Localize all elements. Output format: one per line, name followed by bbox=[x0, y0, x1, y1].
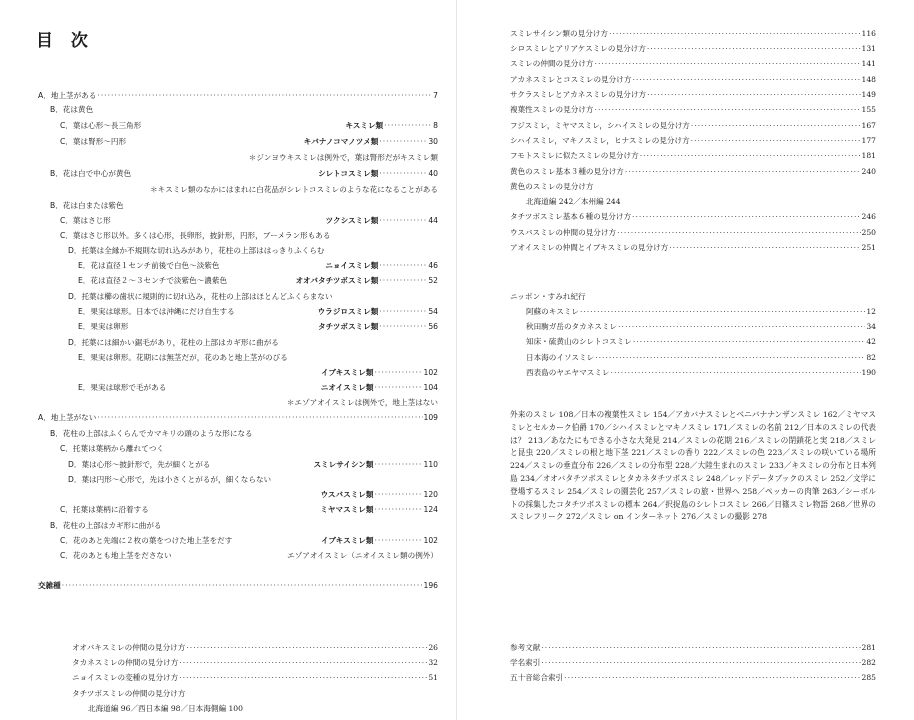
key-line-label: B．花は白で中心が黄色 bbox=[50, 169, 132, 178]
guide-entry[interactable] bbox=[510, 135, 876, 147]
travel-entry[interactable] bbox=[526, 306, 876, 318]
group-name: ミヤマスミレ類 bbox=[320, 505, 374, 514]
leader-dots bbox=[97, 412, 422, 424]
key-line[interactable] bbox=[60, 504, 438, 516]
travel-entry-label: 知床・硫黄山のシレトコスミレ bbox=[526, 337, 632, 346]
key-line-label: E．花は直径２～３センチで淡紫色～濃紫色 bbox=[78, 276, 228, 285]
page-number: 141 bbox=[861, 59, 876, 68]
leader-dots bbox=[179, 672, 427, 684]
key-line[interactable] bbox=[38, 90, 438, 102]
page-number: 155 bbox=[861, 105, 876, 114]
page-number: 109 bbox=[423, 413, 438, 422]
leader-dots bbox=[97, 90, 432, 102]
guide-entry[interactable] bbox=[510, 104, 876, 116]
leader-dots bbox=[541, 657, 860, 669]
page-number: 104 bbox=[423, 383, 438, 392]
leader-dots bbox=[375, 367, 423, 379]
group-name: ツクシスミレ類 bbox=[325, 216, 379, 225]
index-entry[interactable] bbox=[510, 672, 876, 684]
group-name: スミレサイシン類 bbox=[313, 460, 374, 469]
page-number: 42 bbox=[866, 337, 876, 346]
key-line[interactable] bbox=[38, 412, 438, 424]
page-number: 190 bbox=[861, 368, 876, 377]
group-name: キバナノコマノツメ類 bbox=[303, 137, 379, 146]
key-line-label: D．托葉は全縁か不規則な切れ込みがあり，花柱の上部ははっきりふくらむ bbox=[68, 246, 325, 255]
guide-entry-label: フモトスミレに似たスミレの見分け方 bbox=[510, 151, 639, 160]
group-name: シレトコスミレ類 bbox=[318, 169, 379, 178]
leader-dots bbox=[647, 43, 861, 55]
key-line[interactable] bbox=[60, 136, 438, 148]
guide-entry[interactable] bbox=[510, 43, 876, 55]
guide-entry[interactable] bbox=[72, 642, 438, 654]
leader-dots bbox=[609, 28, 861, 40]
group-name: オオバタチツボスミレ類 bbox=[295, 276, 379, 285]
guide-entry-label: タカネスミレの仲間の見分け方 bbox=[72, 658, 179, 667]
key-line[interactable] bbox=[50, 104, 93, 116]
key-line[interactable] bbox=[68, 474, 271, 486]
key-line[interactable] bbox=[50, 520, 162, 532]
page-number: 148 bbox=[861, 75, 876, 84]
guide-entry[interactable] bbox=[510, 74, 876, 86]
page-number: 82 bbox=[866, 353, 876, 362]
page-number: 32 bbox=[428, 658, 438, 667]
guide-entry-label: 北海道編 96／西日本編 98／日本海側編 100 bbox=[88, 704, 243, 713]
guide-entry-label: シロスミレとアリアケスミレの見分け方 bbox=[510, 44, 646, 53]
group-name: イブキスミレ類 bbox=[321, 368, 374, 377]
leader-dots bbox=[595, 58, 861, 70]
key-line-label: B．花は黄色 bbox=[50, 105, 94, 114]
page-number: 281 bbox=[861, 643, 876, 652]
guide-entry[interactable] bbox=[510, 28, 876, 40]
key-line[interactable] bbox=[78, 275, 438, 287]
key-line[interactable] bbox=[78, 382, 438, 394]
leader-dots bbox=[375, 489, 423, 501]
key-line-label: A．地上茎がない bbox=[38, 413, 97, 422]
guide-entry-label: サクラスミレとアカネスミレの見分け方 bbox=[510, 90, 647, 99]
key-line[interactable] bbox=[68, 291, 333, 303]
travel-heading: ニッポン・すみれ紀行 bbox=[510, 292, 586, 301]
key-remark: エゾアオイスミレ（ニオイスミレ類の例外） bbox=[287, 551, 438, 560]
leader-dots bbox=[179, 657, 427, 669]
leader-dots bbox=[633, 336, 866, 348]
leader-dots bbox=[375, 535, 423, 547]
guide-entry[interactable] bbox=[510, 181, 594, 193]
leader-dots bbox=[375, 459, 423, 471]
page-number: 26 bbox=[428, 643, 438, 652]
key-line[interactable] bbox=[290, 367, 438, 379]
leader-dots bbox=[379, 275, 427, 287]
key-line[interactable] bbox=[78, 306, 438, 318]
guide-entry[interactable] bbox=[510, 211, 876, 223]
guide-entry[interactable] bbox=[72, 657, 438, 669]
leader-dots bbox=[632, 74, 860, 86]
key-line[interactable] bbox=[60, 443, 164, 455]
group-name: ウラジロスミレ類 bbox=[317, 307, 379, 316]
travel-entry[interactable] bbox=[526, 352, 876, 364]
key-line[interactable] bbox=[300, 489, 438, 501]
leader-dots bbox=[617, 227, 860, 239]
key-line-label: C．托葉は葉柄に沿着する bbox=[60, 505, 149, 514]
key-line-label: C．花のあとも地上茎をださない bbox=[60, 551, 172, 560]
page-number: 56 bbox=[428, 322, 438, 331]
key-line-label: B．花柱の上部はカギ形に曲がる bbox=[50, 521, 162, 530]
page-number: 240 bbox=[861, 167, 876, 176]
guide-entry-label: 北海道編 242／本州編 244 bbox=[526, 197, 621, 206]
key-line-label: C．葉は腎形～円形 bbox=[60, 137, 127, 146]
page-number: 54 bbox=[428, 307, 438, 316]
group-name: イブキスミレ類 bbox=[321, 536, 374, 545]
page-number: 124 bbox=[423, 505, 438, 514]
guide-entry-label: ウスバスミレの仲間の見分け方 bbox=[510, 228, 617, 237]
leader-dots bbox=[691, 135, 861, 147]
key-line-label: 交雑種 bbox=[38, 581, 61, 590]
key-line-label: C．花のあと先端に２枚の葉をつけた地上茎をだす bbox=[60, 536, 233, 545]
guide-entry-label: ニョイスミレの変種の見分け方 bbox=[72, 673, 179, 682]
page-number: 246 bbox=[861, 212, 876, 221]
key-line-label: E．果実は卵形 bbox=[78, 322, 129, 331]
key-line[interactable] bbox=[50, 168, 438, 180]
leader-dots bbox=[595, 104, 861, 116]
travel-entry[interactable] bbox=[526, 336, 876, 348]
leader-dots bbox=[618, 321, 865, 333]
guide-entry-label: スミレの仲間の見分け方 bbox=[510, 59, 594, 68]
index-entry-label: 参考文献 bbox=[510, 643, 541, 652]
key-line-label: C．葉はさじ形以外。多くは心形，長卵形，披針形，円形，ブーメラン形もある bbox=[60, 231, 331, 240]
page-number: 282 bbox=[861, 658, 876, 667]
page-number: 8 bbox=[433, 121, 438, 130]
key-line[interactable] bbox=[68, 459, 438, 471]
leader-dots bbox=[580, 306, 865, 318]
key-line-label: C．葉は心形～長三角形 bbox=[60, 121, 142, 130]
guide-entry[interactable] bbox=[526, 196, 621, 208]
guide-entry-label: タチツボスミレ基本６種の見分け方 bbox=[510, 212, 632, 221]
page-number: 167 bbox=[861, 121, 876, 130]
leader-dots bbox=[379, 306, 427, 318]
guide-entry-label: 複葉性スミレの見分け方 bbox=[510, 105, 594, 114]
key-note: ＊ジンヨウキスミレは例外で，葉は腎形だがキスミレ類 bbox=[248, 153, 438, 162]
guide-entry-label: オオバキスミレの仲間の見分け方 bbox=[72, 643, 186, 652]
guide-entry[interactable] bbox=[510, 120, 876, 132]
guide-entry[interactable] bbox=[510, 227, 876, 239]
key-line-label: A．地上茎がある bbox=[38, 91, 97, 100]
key-note: ＊エゾアオイスミレは例外で，地上茎はない bbox=[286, 398, 438, 407]
group-name: ニョイスミレ類 bbox=[325, 261, 379, 270]
page-gutter bbox=[456, 0, 457, 720]
page-number: 196 bbox=[423, 581, 438, 590]
page-number: 285 bbox=[861, 673, 876, 682]
page-number: 110 bbox=[423, 460, 438, 469]
leader-dots bbox=[647, 89, 860, 101]
page-title: 目 次 bbox=[36, 31, 94, 51]
leader-dots bbox=[62, 580, 423, 592]
guide-entry-label: アカネスミレとコスミレの見分け方 bbox=[510, 75, 632, 84]
leader-dots bbox=[611, 367, 861, 379]
page-number: 51 bbox=[428, 673, 438, 682]
leader-dots bbox=[669, 242, 860, 254]
key-line[interactable] bbox=[60, 120, 438, 132]
key-line[interactable] bbox=[68, 245, 324, 257]
leader-dots bbox=[379, 136, 427, 148]
guide-entry[interactable] bbox=[510, 166, 876, 178]
key-line-label: B．花柱の上部はふくらんでカマキリの頭のような形になる bbox=[50, 429, 253, 438]
page-number: 44 bbox=[428, 216, 438, 225]
leader-dots bbox=[379, 321, 427, 333]
key-line-label: B．花は白または紫色 bbox=[50, 201, 124, 210]
key-line[interactable] bbox=[60, 215, 438, 227]
page-number: 177 bbox=[861, 136, 876, 145]
page-number: 12 bbox=[866, 307, 876, 316]
key-line-label: E．果実は球形。日本では沖縄にだけ自生する bbox=[78, 307, 235, 316]
group-name: ニオイスミレ類 bbox=[320, 383, 374, 392]
guide-entry-label: シハイスミレ，マキノスミレ，ヒナスミレの見分け方 bbox=[510, 136, 690, 145]
leader-dots bbox=[379, 260, 427, 272]
key-line-label: D．葉は心形～披針形で，先が細くとがる bbox=[68, 460, 211, 469]
key-line[interactable] bbox=[50, 200, 124, 212]
guide-entry[interactable] bbox=[510, 242, 876, 254]
page-number: 181 bbox=[861, 151, 876, 160]
guide-entry-label: タチツボスミレの仲間の見分け方 bbox=[72, 689, 186, 698]
page-number: 7 bbox=[433, 91, 438, 100]
guide-entry[interactable] bbox=[510, 89, 876, 101]
guide-entry[interactable] bbox=[72, 672, 438, 684]
page-number: 116 bbox=[861, 29, 876, 38]
key-line-label: E．果実は球形で毛がある bbox=[78, 383, 167, 392]
guide-entry[interactable] bbox=[510, 150, 876, 162]
leader-dots bbox=[186, 642, 427, 654]
key-note: ＊キスミレ類のなかにはまれに白花品がシレトコスミレのような花になることがある bbox=[150, 185, 438, 194]
leader-dots bbox=[541, 642, 860, 654]
key-line-label: D．葉は円形～心形で，先は小さくとがるが，細くならない bbox=[68, 475, 272, 484]
page-number: 250 bbox=[861, 228, 876, 237]
key-line[interactable] bbox=[50, 428, 253, 440]
key-line[interactable] bbox=[60, 550, 438, 562]
page-number: 149 bbox=[861, 90, 876, 99]
leader-dots bbox=[595, 352, 865, 364]
travel-entry-label: 西表島のヤエヤマスミレ bbox=[526, 368, 610, 377]
guide-entry-label: スミレサイシン類の見分け方 bbox=[510, 29, 608, 38]
key-line[interactable] bbox=[60, 535, 438, 547]
page-number: 102 bbox=[423, 536, 438, 545]
index-entry[interactable] bbox=[510, 657, 876, 669]
leader-dots bbox=[375, 382, 423, 394]
leader-dots bbox=[379, 168, 427, 180]
leader-dots bbox=[564, 672, 860, 684]
index-entry-label: 学名索引 bbox=[510, 658, 541, 667]
travel-entry-label: 日本海のイソスミレ bbox=[526, 353, 595, 362]
essay-list: 外来のスミレ 108／日本の複葉性スミレ 154／アカバナスミレとベニバナナンザンスミレ 162／ミヤマスミレとセルカーク伯爵 170／シハイスミレとマキノスミレ 171／スミレの名前 212／日本のスミレの代表は？ 213／あなたにもできる小さな大発見 214／スミレの花期 216／スミレの閉鎖花と実 218／スミレと昆虫 220／スミレの根と地下茎 221／スミレの香り 222／スミレの色 223／スミレの咲いている場所 224／スミレの垂直分布 226／スミレの分布型 228／大陸生まれのスミレ 233／キスミレの分布と日本列島 234／オオバタチツボスミレとタカネタチツボスミレ 248／レッドデータブックのスミレ 252／文学に登場するスミレ 254／スミレの園芸化 257／スミレの旅・世界へ 258／ペッカーの肉筆 263／シーボルトの採集したコタチツボスミレの標本 264／択捉島のシレトコスミレ 266／日篠スミレ物語 268／世界のスミレフリーク 272／スミレ on インターネット 276／スミレの撮影 278 bbox=[510, 410, 876, 522]
page-number: 46 bbox=[428, 261, 438, 270]
page-number: 120 bbox=[423, 490, 438, 499]
page-number: 30 bbox=[428, 137, 438, 146]
travel-entry-label: 阿蘇のキスミレ bbox=[526, 307, 580, 316]
guide-entry-label: 黄色のスミレの見分け方 bbox=[510, 182, 594, 191]
key-line[interactable] bbox=[78, 260, 438, 272]
key-line[interactable] bbox=[60, 230, 330, 242]
guide-entry[interactable] bbox=[72, 688, 185, 700]
guide-entry-label: 黄色のスミレ基本３種の見分け方 bbox=[510, 167, 624, 176]
page-number: 131 bbox=[861, 44, 876, 53]
travel-entry-label: 秋田駒ガ岳のタカネスミレ bbox=[526, 322, 618, 331]
guide-entry-label: アオイスミレの仲間とイブキスミレの見分け方 bbox=[510, 243, 669, 252]
group-name: キスミレ類 bbox=[345, 121, 384, 130]
leader-dots bbox=[632, 211, 860, 223]
leader-dots bbox=[375, 504, 423, 516]
key-line[interactable] bbox=[38, 580, 438, 592]
leader-dots bbox=[640, 150, 861, 162]
key-line-label: C．葉はさじ形 bbox=[60, 216, 111, 225]
key-line[interactable] bbox=[78, 321, 438, 333]
key-line[interactable] bbox=[78, 352, 288, 364]
page-number: 40 bbox=[428, 169, 438, 178]
leader-dots bbox=[625, 166, 861, 178]
travel-entry[interactable] bbox=[526, 321, 876, 333]
group-name: タチツボスミレ類 bbox=[318, 322, 379, 331]
page-number: 34 bbox=[866, 322, 876, 331]
key-line-label: E．果実は卵形。花期には無茎だが，花のあと地上茎がのびる bbox=[78, 353, 288, 362]
index-entry-label: 五十音総合索引 bbox=[510, 673, 564, 682]
leader-dots bbox=[691, 120, 861, 132]
page-number: 102 bbox=[423, 368, 438, 377]
page-number: 52 bbox=[428, 276, 438, 285]
key-line-label: C．托葉は葉柄から離れてつく bbox=[60, 444, 165, 453]
key-line[interactable] bbox=[68, 337, 279, 349]
index-entry[interactable] bbox=[510, 642, 876, 654]
leader-dots bbox=[379, 215, 427, 227]
guide-entry[interactable] bbox=[510, 58, 876, 70]
leader-dots bbox=[384, 120, 432, 132]
guide-entry[interactable] bbox=[88, 703, 243, 715]
key-line-label: E．花は直径１センチ前後で白色～淡紫色 bbox=[78, 261, 220, 270]
group-name: ウスバスミレ類 bbox=[320, 490, 374, 499]
page-number: 251 bbox=[861, 243, 876, 252]
guide-entry-label: フジスミレ，ミヤマスミレ，シハイスミレの見分け方 bbox=[510, 121, 690, 130]
travel-entry[interactable] bbox=[526, 367, 876, 379]
key-line-label: D．托葉は櫛の歯状に規則的に切れ込み，花柱の上部はほとんどふくらまない bbox=[68, 292, 333, 301]
key-line-label: D．托葉には細かい鋸毛があり，花柱の上部はカギ形に曲がる bbox=[68, 338, 279, 347]
